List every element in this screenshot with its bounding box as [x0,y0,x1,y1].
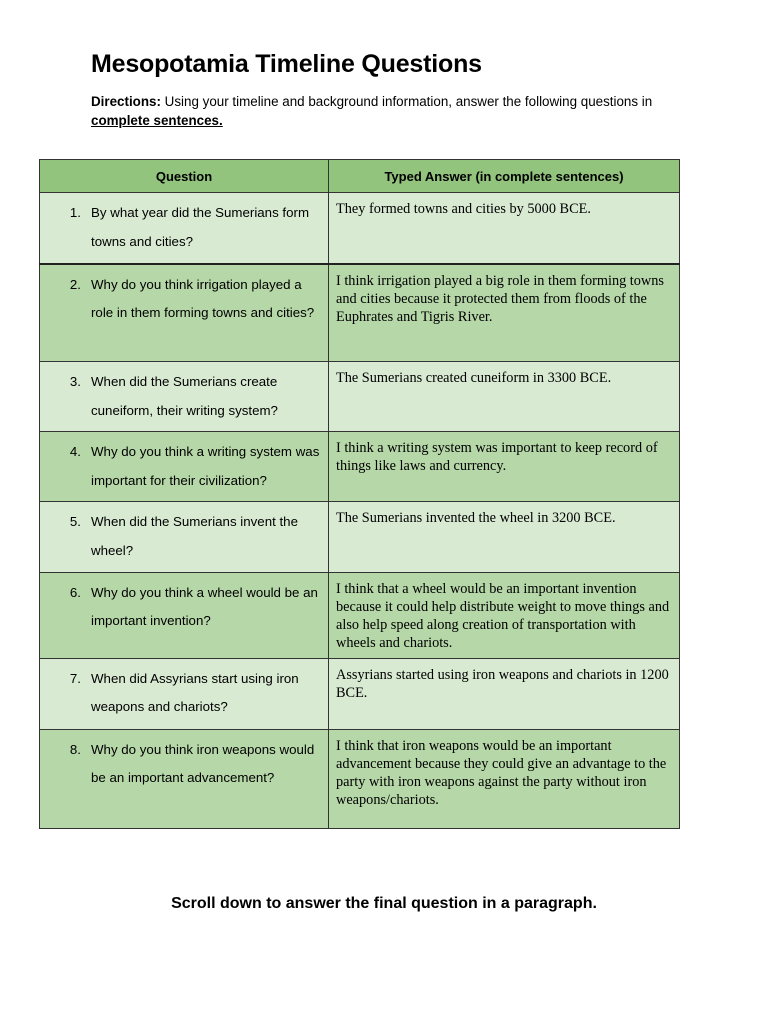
question-text: Why do you think a wheel would be an important invention? [91,584,318,629]
answer-cell[interactable] [329,432,680,502]
question-text: Why do you think iron weapons would be an important advancement? [91,741,315,786]
question-cell [40,264,329,362]
answer-column-header: Typed Answer (in complete sentences) [329,160,680,193]
table-row [40,432,680,502]
question-column-header: Question [40,160,329,193]
table-row [40,729,680,828]
answer-cell[interactable] [329,658,680,729]
table-row [40,193,680,264]
answer-cell[interactable] [329,572,680,658]
question-number: 3. [69,374,81,389]
answer-text[interactable]: I think that a wheel would be an important invention because it could help distribute weight to move things and also help speed along creation of transportation with wheels and chariots. [336,580,670,651]
question-cell [40,658,329,729]
question-number: 6. [69,584,81,600]
page-title: Mesopotamia Timeline Questions [91,50,482,78]
question-number: 2. [69,276,81,292]
answer-cell[interactable] [329,729,680,828]
answer-text[interactable]: Assyrians started using iron weapons and chariots in 1200 BCE. [336,666,669,701]
answer-text[interactable]: The Sumerians created cuneiform in 3300 BCE. [336,370,612,386]
table-row [40,264,680,362]
answer-text[interactable]: They formed towns and cities by 5000 BCE. [336,201,591,217]
answer-cell[interactable] [329,264,680,362]
table-row [40,502,680,572]
table-row [40,362,680,432]
question-cell [40,193,329,264]
question-cell [40,729,329,828]
question-text: By what year did the Sumerians form towns and cities? [91,205,310,249]
question-number: 8. [69,741,81,757]
question-cell [40,572,329,658]
directions-requirement: complete sentences. [91,113,223,128]
answer-text[interactable]: I think a writing system was important to keep record of things like laws and currency. [336,440,658,475]
answer-cell[interactable] [329,502,680,572]
question-cell [40,432,329,502]
table-row [40,658,680,729]
questions-table [39,159,680,829]
question-text: When did Assyrians start using iron weapons and chariots? [91,670,299,715]
question-number: 5. [69,514,81,530]
answer-text[interactable]: The Sumerians invented the wheel in 3200 BCE. [336,510,616,527]
question-cell [40,502,329,572]
question-number: 7. [69,670,81,686]
question-number: 1. [69,205,81,220]
question-text: When did the Sumerians invent the wheel? [91,514,298,558]
scroll-instruction: Scroll down to answer the final question in a paragraph. [171,895,597,912]
table-header-row [40,160,680,193]
answer-cell[interactable] [329,193,680,264]
answer-text[interactable]: I think irrigation played a big role in them forming towns and cities because it protected them from floods of the Euphrates and Tigris River. [336,272,664,325]
directions-text: Using your timeline and background information, answer the following questions in [160,94,653,109]
answer-cell[interactable] [329,362,680,432]
directions [91,92,691,130]
answer-text[interactable]: I think that iron weapons would be an important advancement because they could give an advantage to the party with iron weapons against the party without iron weapons/chariots. [336,737,667,808]
question-text: When did the Sumerians create cuneiform, their writing system? [91,374,278,418]
question-text: Why do you think a writing system was important for their civilization? [91,444,320,488]
question-text: Why do you think irrigation played a role in them forming towns and cities? [91,276,315,321]
directions-label: Directions: [91,94,161,109]
question-cell [40,362,329,432]
table-row [40,572,680,658]
question-number: 4. [69,444,81,460]
